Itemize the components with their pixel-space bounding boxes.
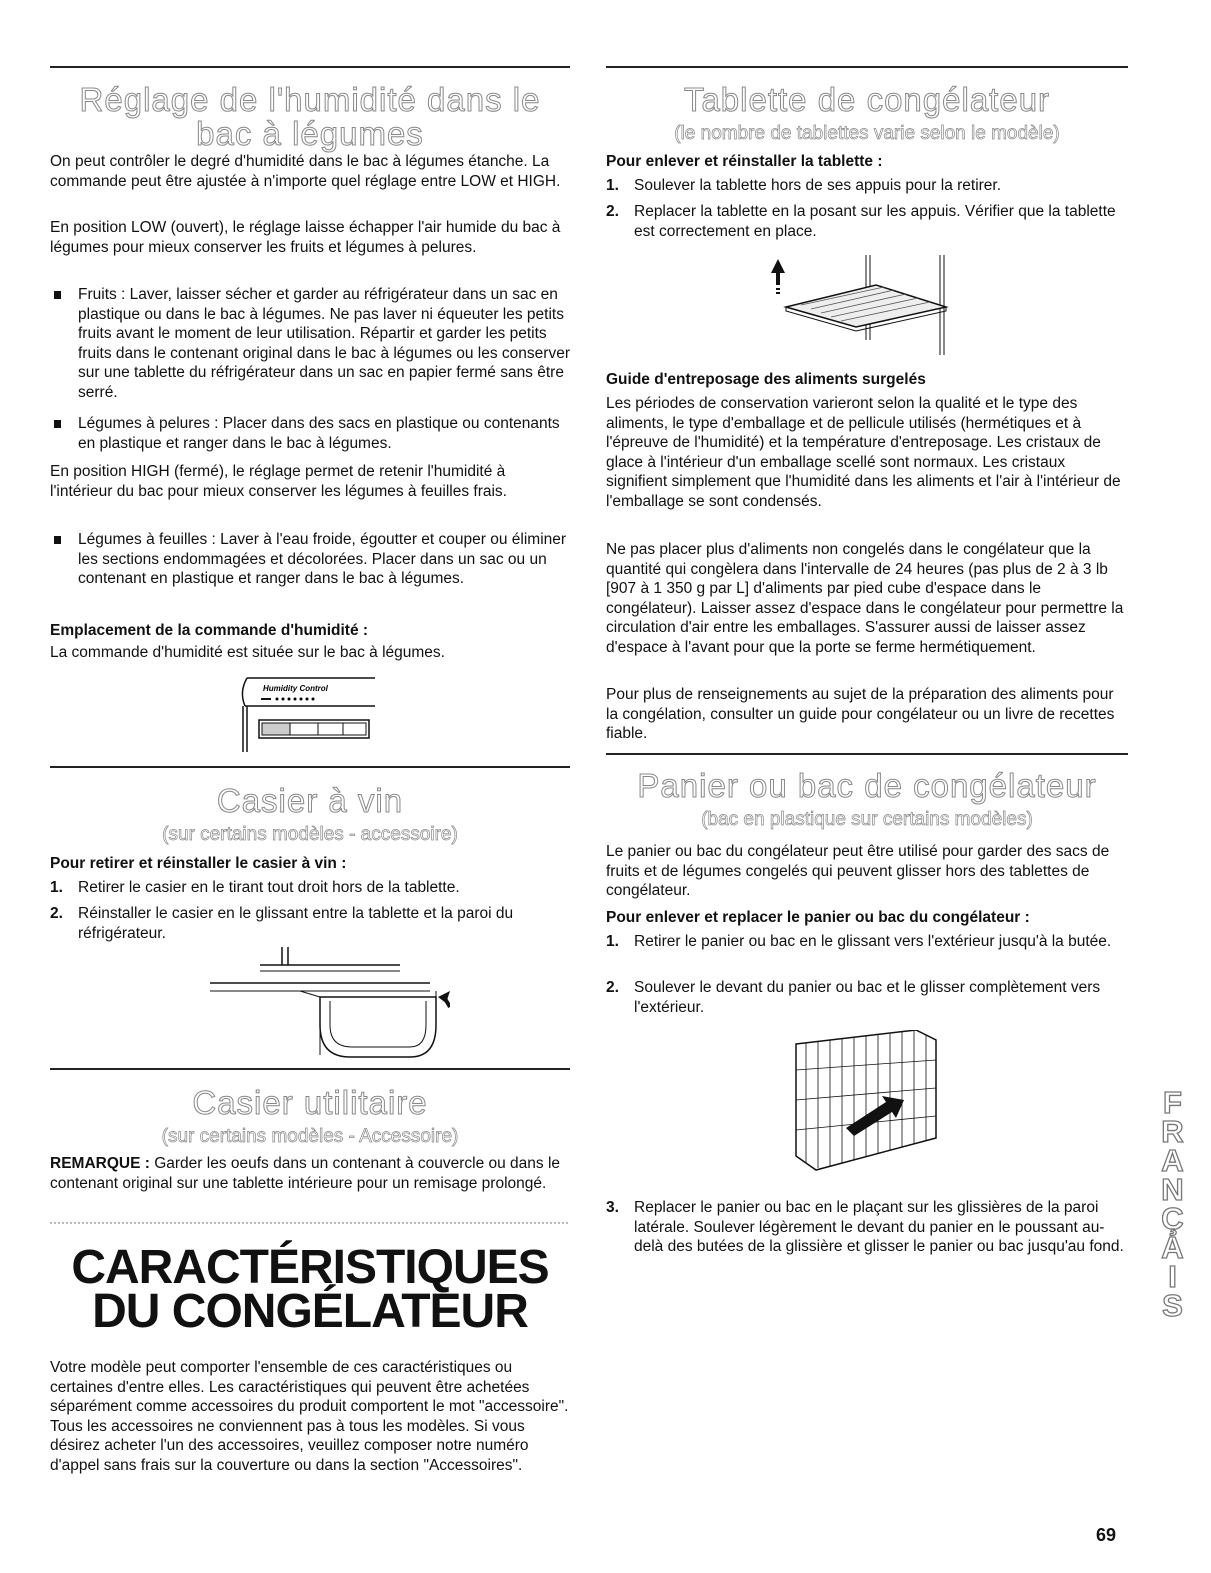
humidity-title-line1: Réglage de l'humidité dans le	[79, 81, 541, 118]
step-text: Réinstaller le casier en le glissant entre la tablette et la paroi du réfrigérateur.	[78, 905, 514, 942]
humidity-title-line2: bac à légumes	[196, 115, 424, 152]
bullet-text: Légumes à feuilles : Laver à l'eau froide, égoutter et couper ou éliminer les sections endommagées et décolorées. Placer dans un sac ou un contenant en plastique et ranger dans le bac à légumes.	[78, 531, 567, 587]
step-number: 3.	[606, 1199, 619, 1216]
wine-step-1	[50, 878, 570, 898]
freezer-features-paragraph: Votre modèle peut comporter l'ensemble de ces caractéristiques ou certaines d'entre elles. Les caractéristiques qui peuvent être achetées séparément comme accessoires du produit comportent le mot "accessoire". Tous les accessoires ne conviennent pas à tous les modèles. Si vous désirez acheter l'un des accessoires, veuillez composer notre numéro d'appel sans frais sur la couverture ou dans la section "Accessoires".	[50, 1359, 569, 1474]
freezer-shelf-illustration	[766, 255, 956, 355]
freezer-basket-illustration	[786, 1030, 946, 1180]
wine-rack-subtitle: (sur certains modèles - accessoire)	[162, 824, 458, 845]
section-rule	[606, 753, 1128, 755]
freezer-basket-subtitle: (bac en plastique sur certains modèles)	[701, 809, 1033, 830]
shelf-step-1	[606, 176, 1128, 196]
remark-label: REMARQUE :	[50, 1155, 150, 1172]
bullet-marker	[54, 536, 61, 544]
step-text: Soulever la tablette hors de ses appuis pour la retirer.	[634, 177, 1002, 194]
step-number: 2.	[50, 905, 63, 922]
frozen-food-guide-paragraph-2: Ne pas placer plus d'aliments non congelés dans le congélateur que la quantité qui congèlera dans l'intervalle de 24 heures (pas plus de 2 à 3 lb [907 à 1 350 g par L] d'aliments par pied cube d'espace dans le congélateur). Laisser assez d'espace dans le congélateur pour permettre la circulation d'air entre les emballages. S'assurer aussi de laisser assez d'espace à l'avant pour que la porte se ferme hermétiquement.	[606, 541, 1124, 656]
humidity-control-illustration	[235, 672, 375, 752]
wine-step-2	[50, 904, 570, 943]
freezer-features-title-line1: CARACTÉRISTIQUES	[71, 1241, 549, 1294]
dotted-divider	[50, 1222, 570, 1224]
section-rule	[50, 66, 570, 68]
bullet-marker	[54, 291, 61, 299]
section-rule	[50, 766, 570, 768]
utility-bin-subtitle: (sur certains modèles - Accessoire)	[161, 1126, 459, 1147]
step-number: 1.	[606, 933, 619, 950]
section-rule	[606, 66, 1128, 68]
freezer-features-title-line2: DU CONGÉLATEUR	[92, 1285, 528, 1338]
step-number: 1.	[606, 177, 619, 194]
section-rule	[50, 1068, 570, 1070]
freezer-shelf-subtitle: (le nombre de tablettes varie selon le modèle)	[674, 123, 1060, 144]
freezer-shelf-heading: Pour enlever et réinstaller la tablette :	[606, 153, 883, 170]
humidity-paragraph-2: En position LOW (ouvert), le réglage laisse échapper l'air humide du bac à légumes pour mieux conserver les fruits et légumes à pelures.	[50, 219, 561, 256]
step-text: Replacer la tablette en la posant sur les appuis. Vérifier que la tablette est correctement en place.	[634, 203, 1116, 240]
step-text: Retirer le casier en le tirant tout droit hors de la tablette.	[78, 879, 460, 896]
basket-step-3	[606, 1198, 1128, 1257]
remark-text: Garder les oeufs dans un contenant à couvercle ou dans le contenant original sur une tablette intérieure pour un remisage prolongé.	[50, 1155, 561, 1192]
bullet-peel-vegetables	[50, 414, 570, 453]
frozen-food-guide-paragraph-1: Les périodes de conservation varieront selon la qualité et le type des aliments, le type d'emballage et de pellicule utilisés (hermétiques et à l'épreuve de l'humidité) et la température d'entreposage. Les cristaux de glace à l'intérieur d'un emballage scellé sont normaux. Les cristaux signifient simplement que l'humidité dans les aliments et l'air à l'intérieur de l'emballage se sont condensés.	[606, 395, 1121, 510]
humidity-paragraph-1: On peut contrôler le degré d'humidité dans le bac à légumes étanche. La commande peut être ajustée à n'importe quel réglage entre LOW et HIGH.	[50, 153, 561, 190]
step-number: 2.	[606, 979, 619, 996]
shelf-step-2	[606, 202, 1128, 241]
humidity-control-paragraph: La commande d'humidité est située sur le bac à légumes.	[50, 644, 445, 661]
basket-step-2	[606, 978, 1128, 1017]
wine-rack-heading: Pour retirer et réinstaller le casier à vin :	[50, 855, 347, 872]
language-side-tab: FRANÇAIS	[1155, 1085, 1190, 1317]
bullet-marker	[54, 420, 61, 428]
step-text: Replacer le panier ou bac en le plaçant sur les glissières de la paroi latérale. Soulever légèrement le devant du panier en le poussant au-delà des butées de la glissière et glisser le panier ou bac jusqu'au fond.	[634, 1199, 1124, 1255]
utility-bin-title: Casier utilitaire	[192, 1084, 428, 1121]
frozen-food-guide-paragraph-3: Pour plus de renseignements au sujet de la préparation des aliments pour la congélation, consulter un guide pour congélateur ou un livre de recettes fiable.	[606, 686, 1115, 742]
step-number: 1.	[50, 879, 63, 896]
freezer-basket-title: Panier ou bac de congélateur	[637, 767, 1097, 804]
step-number: 2.	[606, 203, 619, 220]
frozen-food-guide-heading: Guide d'entreposage des aliments surgelés	[606, 371, 926, 388]
wine-rack-illustration	[200, 945, 450, 1063]
bullet-text: Légumes à pelures : Placer dans des sacs en plastique ou contenants en plastique et ranger dans le bac à légumes.	[78, 415, 560, 452]
utility-remark	[50, 1154, 570, 1193]
page-number: 69	[1096, 1525, 1117, 1545]
step-text: Retirer le panier ou bac en le glissant vers l'extérieur jusqu'à la butée.	[634, 933, 1112, 950]
bullet-fruits	[50, 285, 570, 402]
basket-step-1	[606, 932, 1128, 952]
freezer-basket-heading: Pour enlever et replacer le panier ou bac du congélateur :	[606, 909, 1030, 926]
freezer-basket-paragraph: Le panier ou bac du congélateur peut être utilisé pour garder des sacs de fruits et de légumes congelés qui peuvent glisser hors des tablettes de congélateur.	[606, 843, 1110, 899]
humidity-paragraph-3: En position HIGH (fermé), le réglage permet de retenir l'humidité à l'intérieur du bac pour mieux conserver les légumes à feuilles frais.	[50, 463, 507, 500]
freezer-shelf-title: Tablette de congélateur	[683, 81, 1051, 118]
humidity-control-label: Humidity Control	[263, 684, 328, 693]
bullet-text: Fruits : Laver, laisser sécher et garder au réfrigérateur dans un sac en plastique ou dans le bac à légumes. Ne pas laver ni équeuter les petits fruits avant le moment de leur utilisation. Répartir et garder les petits fruits dans le contenant original dans le bac à légumes ou les conserver sur une tablette du réfrigérateur dans un sac en papier fermé sans être serré.	[78, 286, 570, 401]
step-text: Soulever le devant du panier ou bac et le glisser complètement vers l'extérieur.	[634, 979, 1101, 1016]
bullet-leafy-vegetables	[50, 530, 570, 589]
wine-rack-title: Casier à vin	[216, 782, 404, 819]
humidity-control-heading: Emplacement de la commande d'humidité :	[50, 622, 369, 639]
